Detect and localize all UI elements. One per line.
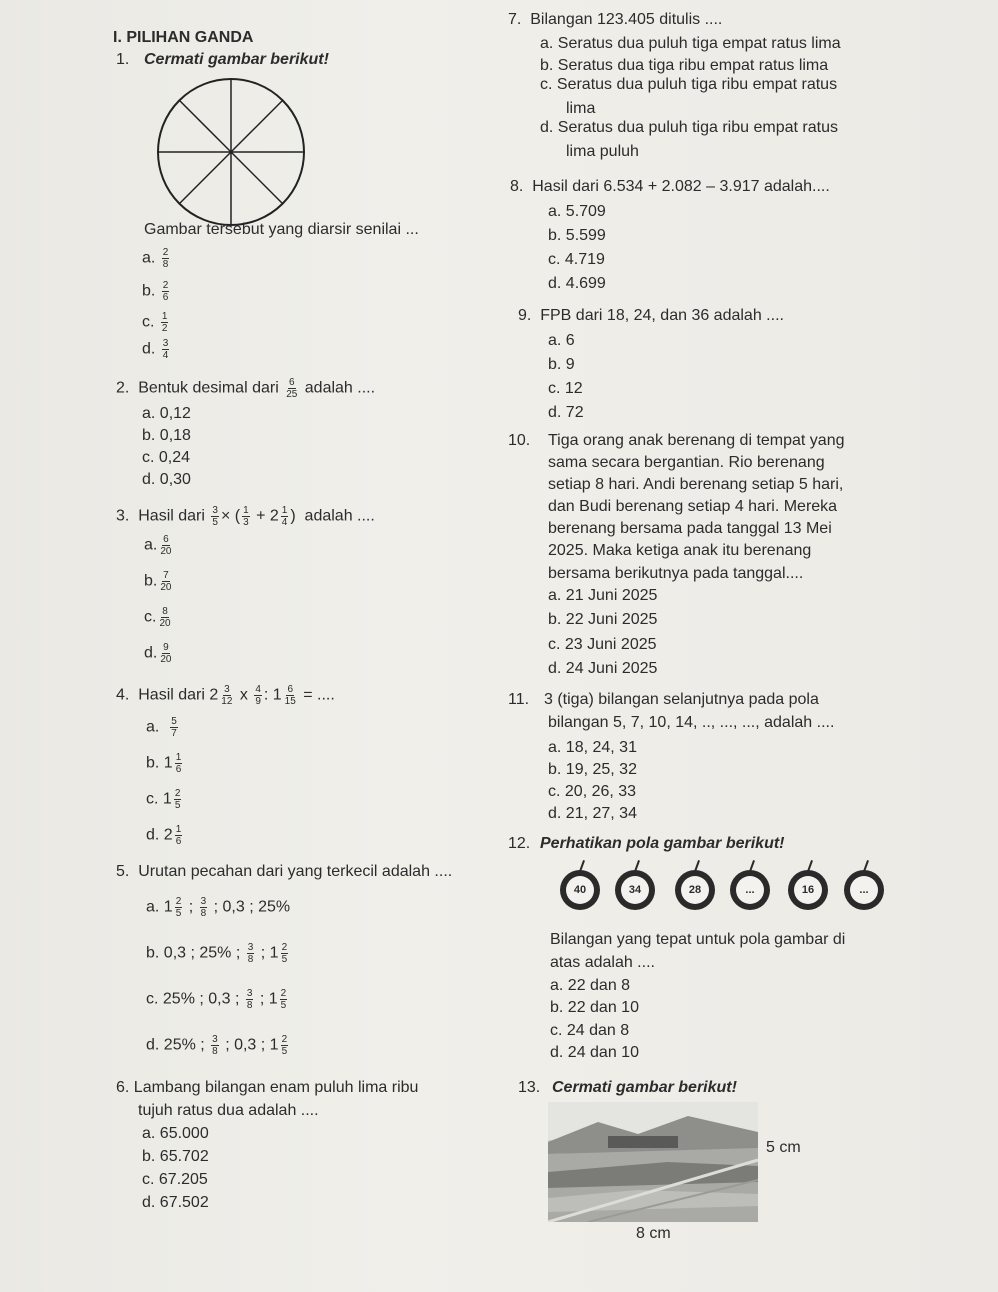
q10-line-3: setiap 8 hari. Andi berenang setiap 5 hari, bbox=[548, 476, 844, 493]
q10-line-2: sama secara bergantian. Rio berenang bbox=[548, 454, 825, 471]
q8-option-b[interactable]: b. 5.599 bbox=[548, 227, 606, 244]
q12-option-c[interactable]: c. 24 dan 8 bbox=[550, 1022, 630, 1039]
q10-option-b[interactable]: b. 22 Juni 2025 bbox=[548, 611, 658, 628]
q11-line-2: bilangan 5, 7, 10, 14, .., ..., ..., adalah .... bbox=[548, 714, 835, 731]
q12-number: 12. bbox=[508, 835, 531, 852]
ball-6: ... bbox=[844, 870, 884, 910]
q10-option-c[interactable]: c. 23 Juni 2025 bbox=[548, 636, 657, 653]
q11-number: 11. bbox=[508, 691, 530, 708]
q10-option-a[interactable]: a. 21 Juni 2025 bbox=[548, 587, 658, 604]
q4-option-d[interactable]: d. 2 $\frac{1}{6}$ bbox=[146, 824, 182, 847]
q2-option-c[interactable]: c. 0,24 bbox=[142, 449, 191, 466]
q6-option-a[interactable]: a. 65.000 bbox=[142, 1125, 209, 1142]
q2-option-d[interactable]: d. 0,30 bbox=[142, 471, 191, 488]
q6-option-d[interactable]: d. 67.502 bbox=[142, 1194, 209, 1211]
ball-5: 16 bbox=[788, 870, 828, 910]
q12-question-line2: atas adalah .... bbox=[550, 954, 655, 971]
q8-option-a[interactable]: a. 5.709 bbox=[548, 203, 606, 220]
q9-question: 9. FPB dari 18, 24, dan 36 adalah .... bbox=[518, 307, 784, 324]
q12-title: Perhatikan pola gambar berikut! bbox=[540, 835, 785, 852]
q1-title: Cermati gambar berikut! bbox=[144, 51, 329, 68]
q13-height-label: 5 cm bbox=[766, 1139, 801, 1156]
q1-option-d[interactable]: d. $\frac{3}{4}$ bbox=[142, 338, 169, 361]
q4-option-b[interactable]: b. 1 $\frac{1}{6}$ bbox=[146, 752, 182, 775]
q11-option-b[interactable]: b. 19, 25, 32 bbox=[548, 761, 637, 778]
q10-option-d[interactable]: d. 24 Juni 2025 bbox=[548, 660, 658, 677]
q5-question: 5. Urutan pecahan dari yang terkecil adalah .... bbox=[116, 863, 453, 880]
q2-option-b[interactable]: b. 0,18 bbox=[142, 427, 191, 444]
q13-title: Cermati gambar berikut! bbox=[552, 1079, 737, 1096]
ball-4: ... bbox=[730, 870, 770, 910]
q10-line-5: berenang bersama pada tanggal 13 Mei bbox=[548, 520, 832, 537]
q4-option-a[interactable]: a. $\frac{5}{7}$ bbox=[146, 716, 177, 739]
q2-option-a[interactable]: a. 0,12 bbox=[142, 405, 191, 422]
q7-option-b[interactable]: b. Seratus dua tiga ribu empat ratus lima bbox=[540, 57, 829, 74]
q12-ball-pattern bbox=[560, 860, 890, 920]
q10-line-6: 2025. Maka ketiga anak itu berenang bbox=[548, 542, 812, 559]
q9-option-a[interactable]: a. 6 bbox=[548, 332, 575, 349]
q3-option-b[interactable]: b. $\frac{7}{20}$ bbox=[144, 570, 172, 593]
ball-3: 28 bbox=[675, 870, 715, 910]
ball-1: 40 bbox=[560, 870, 600, 910]
q5-option-c[interactable]: c. 25% ; 0,3 ; $\frac{3}{8}$ ; 1 $\frac{2}{5}$ bbox=[146, 988, 287, 1011]
ball-2: 34 bbox=[615, 870, 655, 910]
q1-option-c[interactable]: c. $\frac{1}{2}$ bbox=[142, 311, 168, 334]
q11-option-a[interactable]: a. 18, 24, 31 bbox=[548, 739, 637, 756]
q4-option-c[interactable]: c. 1 $\frac{2}{5}$ bbox=[146, 788, 181, 811]
q11-option-d[interactable]: d. 21, 27, 34 bbox=[548, 805, 637, 822]
q3-option-c[interactable]: c. $\frac{8}{20}$ bbox=[144, 606, 171, 629]
q10-line-7: bersama berikutnya pada tanggal.... bbox=[548, 565, 804, 582]
q7-option-d[interactable]: d. Seratus dua puluh tiga ribu empat ratus lima puluh bbox=[540, 119, 838, 160]
q6-option-c[interactable]: c. 67.205 bbox=[142, 1171, 208, 1188]
q5-option-b[interactable]: b. 0,3 ; 25% ; $\frac{3}{8}$ ; 1 $\frac{2}{5}$ bbox=[146, 942, 288, 965]
q2-question: 2. Bentuk desimal dari $\frac{6}{25}$ adalah .... bbox=[116, 377, 376, 400]
q12-question-line1: Bilangan yang tepat untuk pola gambar di bbox=[550, 931, 846, 948]
q5-option-d[interactable]: d. 25% ; $\frac{3}{8}$ ; 0,3 ; 1 $\frac{2}{5}$ bbox=[146, 1034, 288, 1057]
q1-option-b[interactable]: b. $\frac{2}{6}$ bbox=[142, 280, 169, 303]
q6-question-line1: 6. Lambang bilangan enam puluh lima ribu bbox=[116, 1079, 419, 1096]
q9-option-d[interactable]: d. 72 bbox=[548, 404, 584, 421]
q11-option-c[interactable]: c. 20, 26, 33 bbox=[548, 783, 637, 800]
q3-question: 3. Hasil dari $\frac{3}{5}$ × ( $\frac{1}{3}$ + 2 $\frac{1}{4}$ ) adalah .... bbox=[116, 505, 375, 528]
q10-line-1: Tiga orang anak berenang di tempat yang bbox=[548, 432, 845, 449]
q13-number: 13. bbox=[518, 1079, 541, 1096]
q6-question-line2: tujuh ratus dua adalah .... bbox=[138, 1102, 319, 1119]
q9-option-b[interactable]: b. 9 bbox=[548, 356, 575, 373]
q12-option-b[interactable]: b. 22 dan 10 bbox=[550, 999, 639, 1016]
q1-question: Gambar tersebut yang diarsir senilai ... bbox=[144, 221, 419, 238]
q8-option-c[interactable]: c. 4.719 bbox=[548, 251, 605, 268]
q7-option-a[interactable]: a. Seratus dua puluh tiga empat ratus lima bbox=[540, 35, 841, 52]
q1-option-a[interactable]: a. $\frac{2}{8}$ bbox=[142, 247, 169, 270]
q11-line-1: 3 (tiga) bilangan selanjutnya pada pola bbox=[544, 691, 819, 708]
q4-question: 4. Hasil dari 2 $\frac{3}{12}$ x $\frac{4}{9}$ : 1 $\frac{6}{15}$ = .... bbox=[116, 684, 335, 707]
q9-option-c[interactable]: c. 12 bbox=[548, 380, 583, 397]
q7-option-c[interactable]: c. Seratus dua puluh tiga ribu empat ratus lima bbox=[540, 76, 838, 117]
q8-question: 8. Hasil dari 6.534 + 2.082 – 3.917 adalah.... bbox=[510, 178, 830, 195]
q6-option-b[interactable]: b. 65.702 bbox=[142, 1148, 209, 1165]
q12-option-d[interactable]: d. 24 dan 10 bbox=[550, 1044, 639, 1061]
q10-number: 10. bbox=[508, 432, 531, 449]
q3-option-a[interactable]: a. $\frac{6}{20}$ bbox=[144, 534, 172, 557]
section-title: I. PILIHAN GANDA bbox=[113, 29, 254, 46]
q8-option-d[interactable]: d. 4.699 bbox=[548, 275, 606, 292]
q1-circle-figure bbox=[155, 76, 307, 228]
q5-option-a[interactable]: a. 1 $\frac{2}{5}$ ; $\frac{3}{8}$ ; 0,3 ; 25% bbox=[146, 896, 291, 919]
q13-width-label: 8 cm bbox=[636, 1225, 671, 1242]
q3-option-d[interactable]: d. $\frac{9}{20}$ bbox=[144, 642, 172, 665]
q7-question: 7. Bilangan 123.405 ditulis .... bbox=[508, 11, 723, 28]
q10-line-4: dan Budi berenang setiap 4 hari. Mereka bbox=[548, 498, 838, 515]
q13-landscape-image bbox=[548, 1102, 758, 1222]
q1-number: 1. bbox=[116, 51, 130, 68]
q12-option-a[interactable]: a. 22 dan 8 bbox=[550, 977, 631, 994]
